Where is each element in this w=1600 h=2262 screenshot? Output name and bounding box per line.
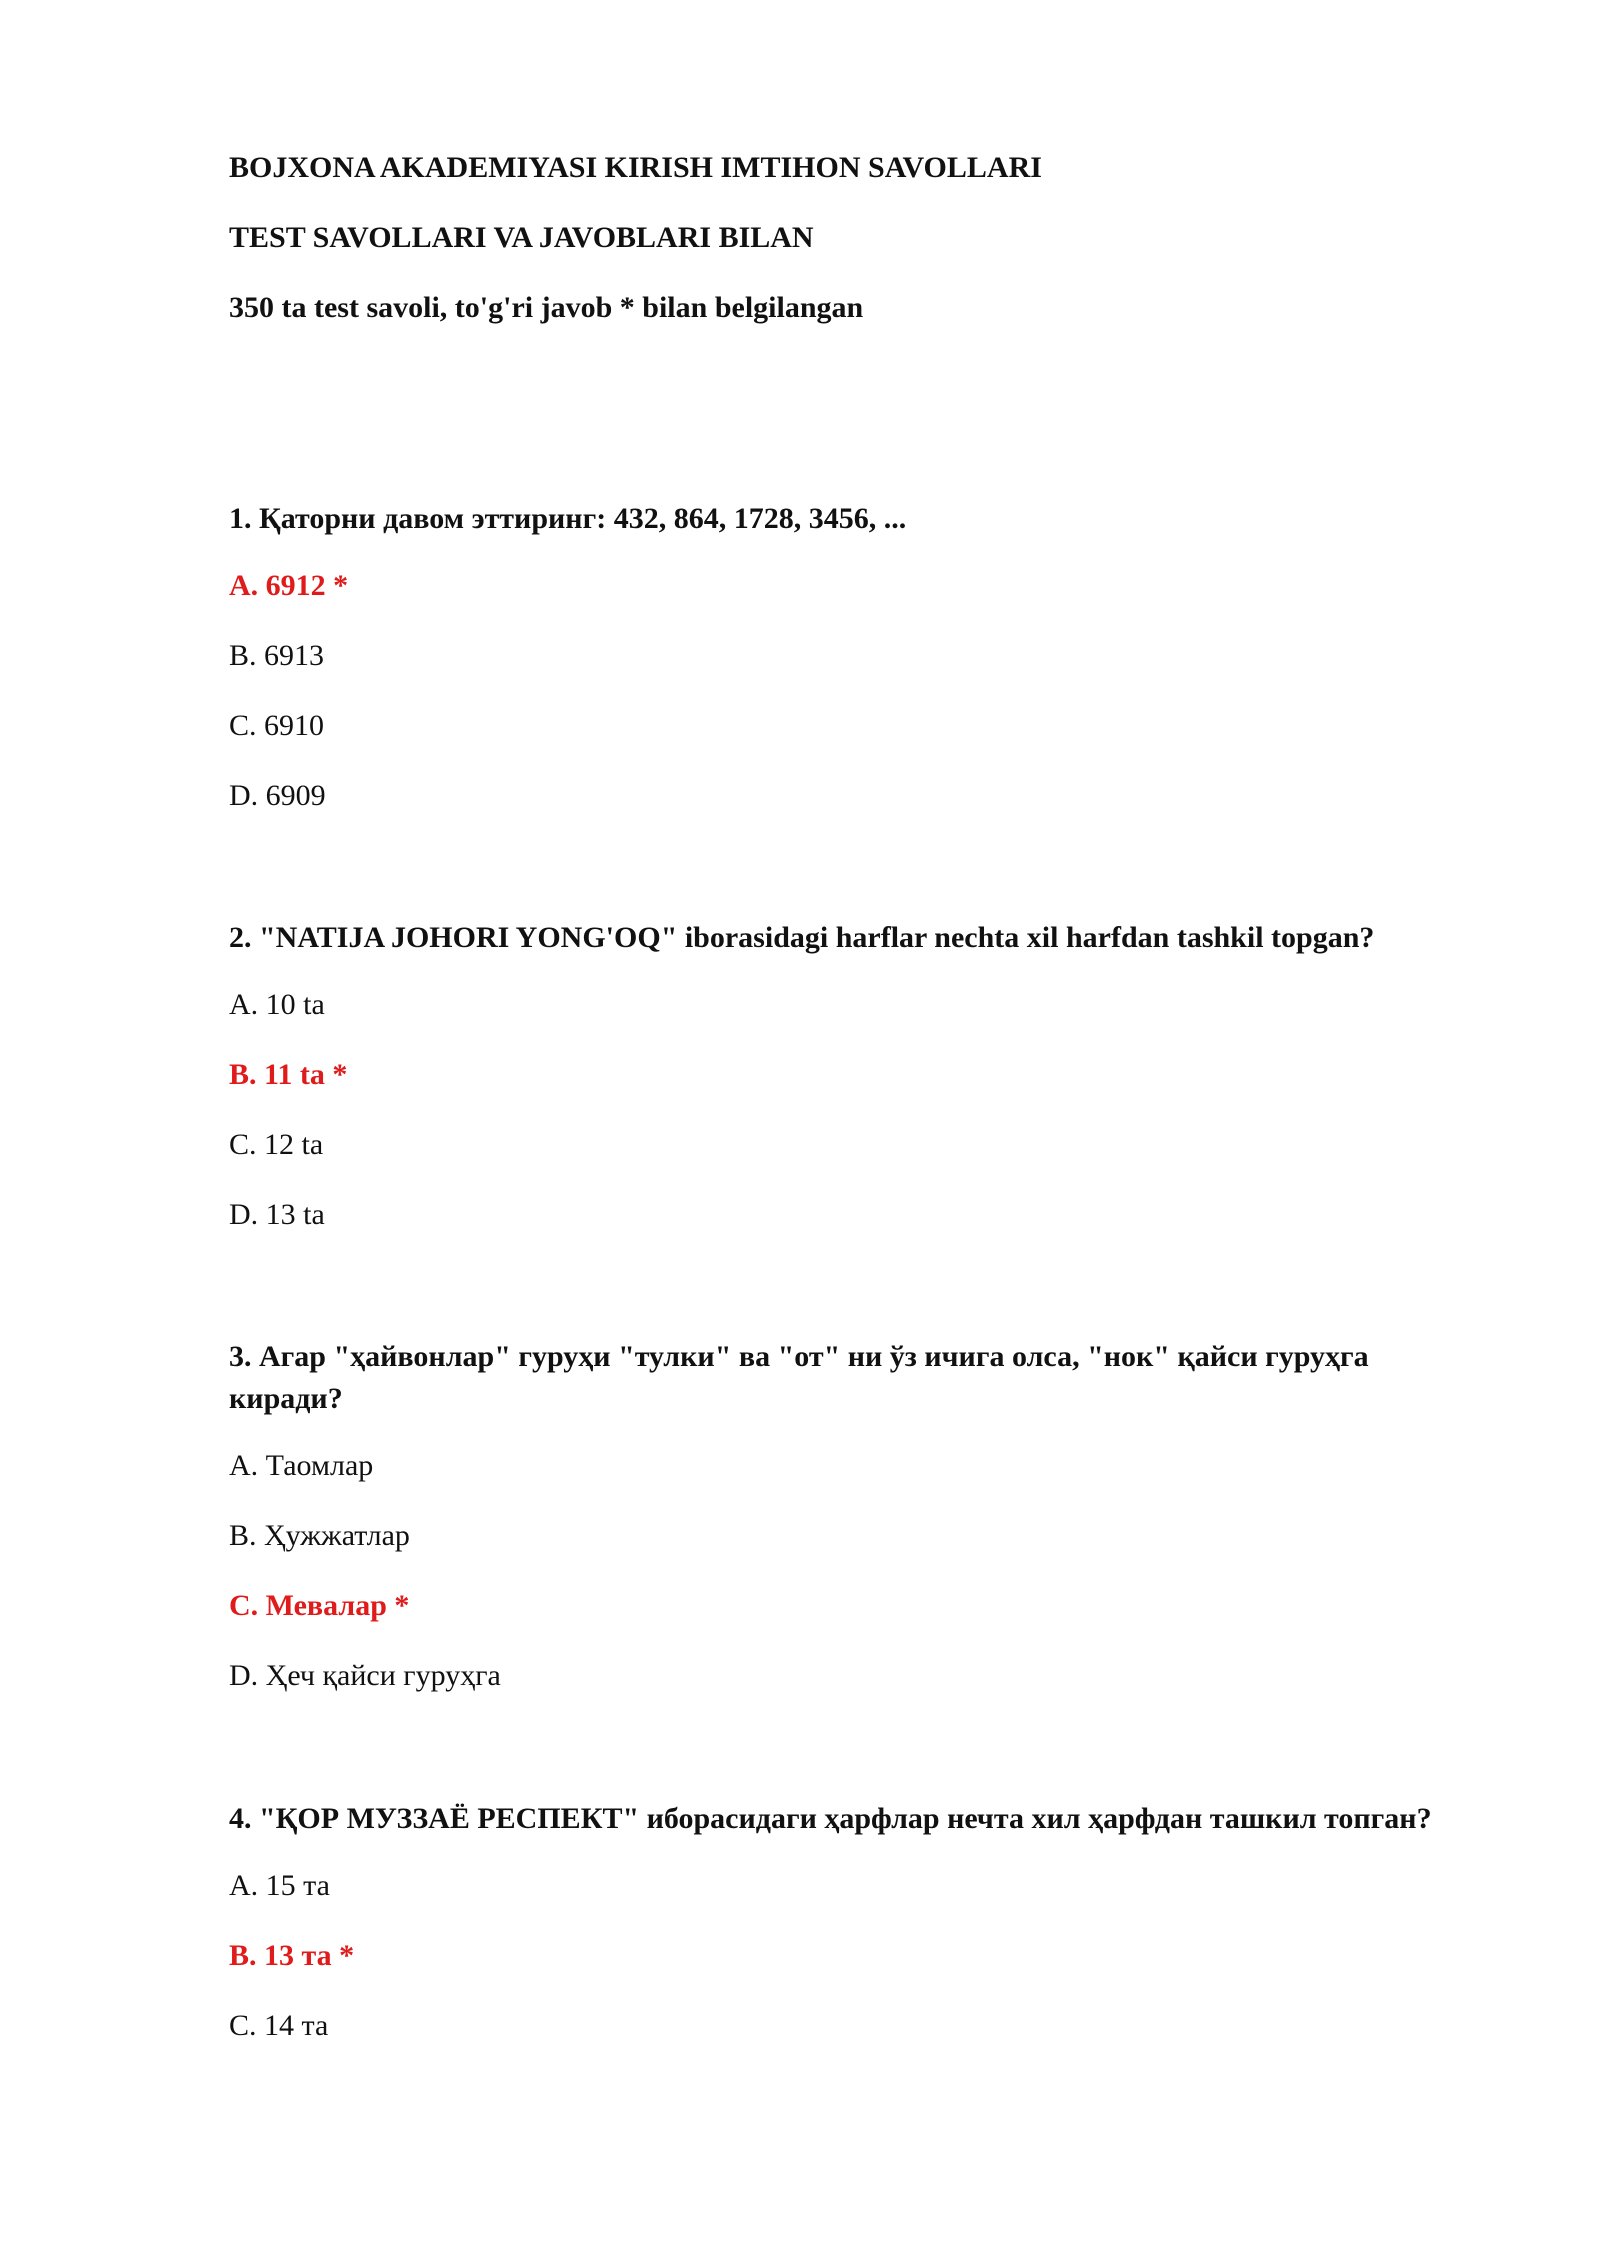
question-2 <box>229 917 1489 1233</box>
question-text: 4. "ҚОР МУЗЗАЁ РЕСПЕКТ" иборасидаги ҳарфлар нечта хил ҳарфдан ташкил топган? <box>229 1802 1432 1835</box>
answer-option-d: D. 13 ta <box>229 1198 325 1231</box>
question-3 <box>229 1336 1489 1694</box>
question-text: 1. Қаторни давом эттиринг: 432, 864, 1728, 3456, ... <box>229 502 907 535</box>
question-text: 3. Агар "ҳайвонлар" гуруҳи "тулки" ва "от" ни ўз ичига олса, "нок" қайси гуруҳга киради? <box>229 1340 1369 1415</box>
answer-option-a: A. Таомлар <box>229 1449 374 1482</box>
answer-option-a: A. 10 ta <box>229 988 325 1021</box>
document-header <box>229 150 1042 360</box>
answer-option-a: A. 6912 * <box>229 569 349 602</box>
question-4 <box>229 1798 1489 2044</box>
answer-option-c: C. 6910 <box>229 709 325 742</box>
answer-option-d: D. Ҳеч қайси гуруҳга <box>229 1659 501 1692</box>
answer-option-b: B. Ҳужжатлар <box>229 1519 410 1552</box>
answer-option-b: B. 13 та * <box>229 1939 355 1972</box>
document-subtitle: TEST SAVOLLARI VA JAVOBLARI BILAN <box>229 221 814 254</box>
answer-option-b: B. 6913 <box>229 639 325 672</box>
question-1 <box>229 498 1489 814</box>
answer-option-d: D. 6909 <box>229 779 326 812</box>
answer-option-c: C. 14 та <box>229 2009 329 2042</box>
answer-option-c: C. 12 ta <box>229 1128 324 1161</box>
document-title: BOJXONA AKADEMIYASI KIRISH IMTIHON SAVOLLARI <box>229 151 1042 184</box>
question-text: 2. "NATIJA JOHORI YONG'OQ" iborasidagi harflar nechta xil harfdan tashkil topgan? <box>229 921 1375 954</box>
answer-option-b: B. 11 ta * <box>229 1058 348 1091</box>
document-note: 350 ta test savoli, to'g'ri javob * bilan belgilangan <box>229 291 864 324</box>
answer-option-c: C. Мевалар * <box>229 1589 410 1622</box>
answer-option-a: A. 15 та <box>229 1869 330 1902</box>
